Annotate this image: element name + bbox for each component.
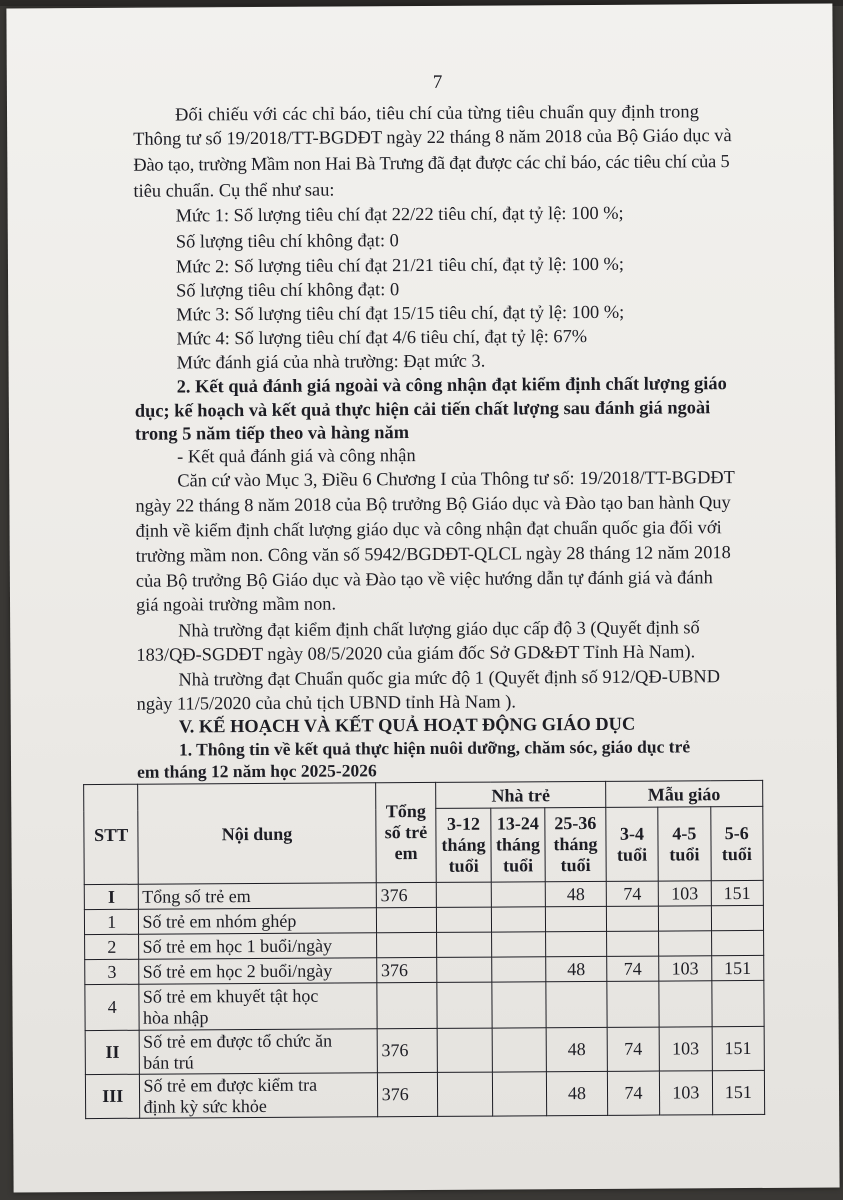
header-mau-giao: Mẫu giáo: [605, 780, 762, 807]
row-total: 376: [376, 957, 437, 982]
row-value: [711, 980, 764, 1026]
row-value: 103: [659, 956, 712, 981]
header-nha-tre: Nhà trẻ: [436, 781, 606, 808]
row-value: [437, 1028, 492, 1072]
row-label-line: Số trẻ em được tổ chức ăn: [143, 1030, 333, 1052]
row-value: [492, 1072, 547, 1116]
page-number: 7: [432, 71, 443, 93]
row-value: 151: [711, 955, 764, 980]
section2-heading-line-1: 2. Kết quả đánh giá ngoài và công nhận đạt kiểm định chất lượng giáo: [176, 373, 727, 397]
para1-line-6: giá ngoài trường mầm non.: [135, 593, 337, 615]
intro-line-3: Đào tạo, trường Mầm non Hai Bà Trưng đã đạt được các chỉ báo, các tiêu chí của 5: [133, 151, 730, 175]
age-label-line: tháng: [495, 834, 541, 855]
section5-subheading-line-1: 1. Thông tin về kết quả thực hiện nuôi dưỡng, chăm sóc, giáo dục trẻ: [178, 736, 691, 760]
row-stt: 3: [85, 959, 140, 984]
intro-line-2: Thông tư số 19/2018/TT-BGDĐT ngày 22 tháng 8 năm 2018 của Bộ Giáo dục và: [133, 125, 732, 149]
row-value: [659, 906, 712, 931]
row-label-line: Số trẻ em khuyết tật học: [142, 985, 319, 1007]
header-age-4-5: [658, 807, 711, 881]
row-total: [376, 932, 437, 957]
row-value: [492, 982, 547, 1028]
row-value: 103: [659, 1027, 712, 1071]
age-label-line: 25-36: [554, 812, 597, 834]
row-total: [377, 982, 438, 1028]
row-label-line: Số trẻ em được kiểm tra: [143, 1074, 318, 1096]
section2-subhead: - Kết quả đánh giá và công nhận: [177, 445, 416, 467]
row-value: 74: [606, 956, 659, 981]
header-age-3-4: [606, 807, 659, 881]
row-total: 376: [377, 1072, 438, 1116]
row-value: 74: [607, 1027, 660, 1071]
age-label-line: 4-5: [672, 822, 697, 843]
row-stt: III: [85, 1074, 140, 1118]
row-value: [491, 932, 546, 957]
row-label-line: bán trú: [143, 1051, 194, 1073]
age-label-line: tháng: [553, 833, 598, 855]
table-row: [85, 1026, 764, 1074]
header-tong-so-line: số trẻ: [384, 821, 428, 843]
row-value: [711, 930, 764, 955]
level-line-2: Số lượng tiêu chí không đạt: 0: [175, 230, 399, 252]
row-value: [437, 882, 492, 907]
para2-line-2: 183/QĐ-SGDĐT ngày 08/5/2020 của giám đốc Sở GD&ĐT Tỉnh Hà Nam).: [136, 641, 696, 665]
row-label: Số trẻ em học 2 buổi/ngày: [139, 958, 376, 984]
row-value: [606, 931, 659, 956]
section5-heading: V. KẾ HOẠCH VÀ KẾT QUẢ HOẠT ĐỘNG GIÁO DỤC: [178, 713, 636, 737]
row-total: 376: [377, 1028, 438, 1072]
level-line-3: Mức 2: Số lượng tiêu chí đạt 21/21 tiêu chí, đạt tỷ lệ: 100 %;: [175, 253, 625, 277]
row-value: [659, 931, 712, 956]
header-tong-so-line: Tổng: [385, 800, 426, 822]
level-line-4: Số lượng tiêu chí không đạt: 0: [176, 279, 400, 301]
row-value: 74: [607, 1071, 660, 1115]
age-label-line: tuổi: [616, 844, 648, 865]
row-value: 151: [711, 880, 764, 905]
para1-line-2: ngày 22 tháng 8 năm 2018 của Bộ trưởng Bộ Giáo dục và Đào tạo ban hành Quy: [135, 492, 731, 516]
level-line-7: Mức đánh giá của nhà trường: Đạt mức 3.: [176, 350, 486, 373]
row-stt: II: [85, 1030, 140, 1074]
row-label-line: định kỳ sức khỏe: [143, 1095, 267, 1117]
section2-heading-line-3: trong 5 năm tiếp theo và hàng năm: [134, 422, 410, 444]
age-label-line: tuổi: [721, 843, 752, 864]
row-value: [659, 981, 712, 1027]
row-value: 103: [660, 1071, 713, 1115]
row-label-line: hòa nhập: [142, 1006, 209, 1028]
row-value: [437, 982, 492, 1028]
intro-line-4: tiêu chuẩn. Cụ thể như sau:: [133, 179, 335, 201]
table-row: [85, 980, 764, 1030]
row-value: 48: [545, 881, 606, 906]
header-noi-dung: Nội dung: [138, 783, 376, 884]
para1-line-5: của Bộ trưởng Bộ Giáo dục và Đào tạo về việc hướng dẫn tự đánh giá và đánh: [135, 567, 713, 591]
age-label-line: tháng: [441, 834, 486, 855]
row-label: Tổng số trẻ em: [139, 883, 376, 909]
para2-line-1: Nhà trường đạt kiểm định chất lượng giáo dục cấp độ 3 (Quyết định số: [178, 617, 700, 641]
row-label: Số trẻ em học 1 buổi/ngày: [139, 933, 376, 959]
row-value: 151: [712, 1070, 765, 1114]
age-label-line: tuổi: [503, 855, 534, 876]
level-line-6: Mức 4: Số lượng tiêu chí đạt 4/6 tiêu chí, đạt tỷ lệ: 67%: [176, 325, 588, 349]
para1-line-3: định về kiểm định chất lượng giáo dục và công nhận đạt chuẩn quốc gia đối với: [135, 517, 722, 541]
age-label-line: 3-4: [619, 823, 644, 844]
para1-line-1: Căn cứ vào Mục 3, Điều 6 Chương I của Thông tư số: 19/2018/TT-BGDĐT: [177, 467, 735, 491]
row-value: [711, 905, 764, 930]
intro-line-1: Đối chiếu với các chỉ báo, tiêu chí của từng tiêu chuẩn quy định trong: [174, 101, 700, 125]
row-stt: I: [84, 884, 139, 909]
row-value: [546, 981, 607, 1027]
para1-line-4: trường mầm non. Công văn số 5942/BGDĐT-QLCL ngày 28 tháng 12 năm 2018: [135, 542, 731, 566]
row-stt: 1: [84, 909, 139, 934]
header-tong-so-line: em: [394, 843, 418, 864]
row-value: [491, 907, 546, 932]
row-value: 74: [606, 881, 659, 906]
row-value: [491, 957, 546, 982]
row-label: [140, 1029, 378, 1074]
row-value: [492, 1028, 547, 1072]
row-value: [491, 882, 546, 907]
row-value: [607, 981, 660, 1027]
row-value: 48: [546, 1027, 607, 1071]
page-content: [6, 3, 839, 1192]
header-age-25-36: [545, 807, 606, 881]
section5-subheading-line-2: em tháng 12 năm học 2025-2026: [136, 760, 377, 782]
header-age-3-12: [436, 808, 491, 882]
level-line-1: Mức 1: Số lượng tiêu chí đạt 22/22 tiêu chí, đạt tỷ lệ: 100 %;: [175, 202, 624, 226]
para3-line-2: ngày 11/5/2020 của chủ tịch UBND tỉnh Hà Nam ).: [136, 691, 517, 714]
row-value: [437, 932, 492, 957]
row-value: 103: [658, 881, 711, 906]
table-row: [85, 1070, 764, 1118]
row-stt: 2: [85, 934, 140, 959]
row-value: 48: [547, 1071, 608, 1115]
row-value: [546, 906, 607, 931]
row-value: [546, 931, 607, 956]
header-stt: STT: [84, 784, 139, 884]
children-stats-table: [83, 780, 765, 1119]
row-value: [437, 957, 492, 982]
row-stt: 4: [85, 984, 140, 1030]
row-total: 376: [376, 882, 437, 907]
row-value: [437, 907, 492, 932]
header-age-5-6: [710, 806, 763, 880]
header-tong-so: [375, 782, 436, 882]
row-total: [376, 907, 437, 932]
age-label-line: tuổi: [560, 854, 591, 876]
para3-line-1: Nhà trường đạt Chuẩn quốc gia mức độ 1 (Quyết định số 912/QĐ-UBND: [178, 666, 721, 690]
age-label-line: tuổi: [669, 843, 700, 864]
age-label-line: 5-6: [724, 822, 749, 843]
age-label-line: 3-12: [446, 813, 480, 834]
row-label: [140, 1073, 378, 1118]
row-value: [438, 1072, 493, 1116]
row-label: Số trẻ em nhóm ghép: [139, 908, 376, 934]
age-label-line: 13-24: [496, 813, 539, 834]
row-value: 48: [546, 956, 607, 981]
row-label: [139, 983, 377, 1030]
row-value: [606, 906, 659, 931]
document-page: [6, 3, 839, 1192]
header-age-13-24: [491, 808, 546, 882]
age-label-line: tuổi: [448, 855, 479, 876]
section2-heading-line-2: dục; kế hoạch và kết quả thực hiện cải tiến chất lượng sau đánh giá ngoài: [134, 397, 711, 421]
level-line-5: Mức 3: Số lượng tiêu chí đạt 15/15 tiêu chí, đạt tỷ lệ: 100 %;: [176, 301, 625, 325]
row-value: 151: [712, 1026, 765, 1070]
